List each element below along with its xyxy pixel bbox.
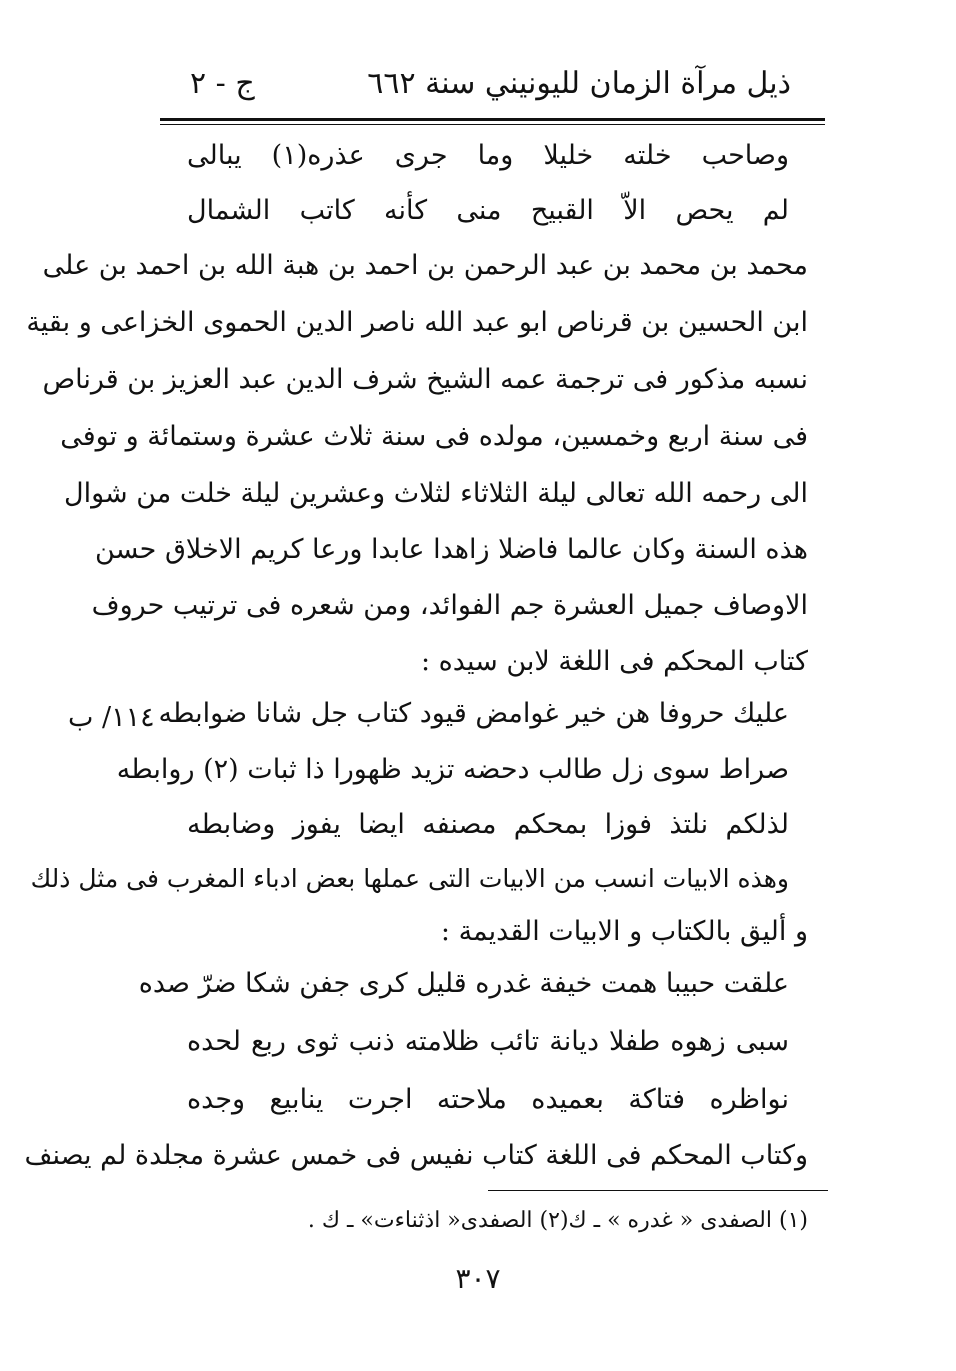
- text-line: ابن الحسين بن قرناص ابو عبد الله ناصر الدين الحموى الخزاعى و بقية: [26, 307, 808, 338]
- verse-line: نواظره فتاكة بعميده ملاحته اجرت ينابيع وجده: [187, 1084, 789, 1115]
- footnote-rule: [488, 1190, 828, 1191]
- text-line: نسبه مذكور فى ترجمة عمه الشيخ شرف الدين عبد العزيز بن قرناص: [42, 364, 808, 395]
- running-header-title: ذيل مرآة الزمان لليونيني سنة ٦٦٢: [367, 66, 791, 101]
- header-rule-thin: [160, 124, 825, 125]
- text-line: محمد بن محمد بن عبد الرحمن بن احمد بن هبة الله بن احمد بن على: [42, 250, 808, 281]
- text-line: الى رحمه الله تعالى ليلة الثلاثاء لثلاث وعشرين ليلة خلت من شوال: [63, 478, 808, 509]
- page-number: ٣٠٧: [455, 1262, 501, 1295]
- verse-line: سبى زهوه طفلا ديانة تائب ظلامته ذنب ثوى ربع لحده: [187, 1026, 789, 1057]
- text-line: هذه السنة وكان عالما فاضلا زاهدا عابدا ورعا كريم الاخلاق حسن: [95, 534, 808, 565]
- text-line: و أليق بالكتاب و الابيات القديمة :: [440, 916, 808, 947]
- text-line: الاوصاف جميل العشرة جم الفوائد، ومن شعره فى ترتيب حروف: [91, 590, 808, 621]
- header-rule: [160, 118, 825, 121]
- verse-line: لذلكم نلتذ فوزا بمحكم مصنفه ايضا يفوز وضابطه: [187, 809, 789, 840]
- verse-line: لم يحص الاّ القبيح منى كأنه كاتب الشمال: [187, 195, 789, 226]
- text-line: فى سنة اربع وخمسين، مولده فى سنة ثلاث عشرة وستمائة و توفى: [60, 421, 808, 452]
- verse-line: علقت حبيبا همت خيفة غدره قليل كرى جفن شكا ضرّ صده: [138, 968, 789, 999]
- text-line: كتاب المحكم فى اللغة لابن سيده :: [420, 646, 808, 677]
- verse-line: صراط سوى زل طالب دحضه تزيد ظهورا ذا ثبات (٢) روابطه: [116, 754, 789, 785]
- verse-line: عليك حروفا هن خير غوامض قيود كتاب جل شانا ضوابطه: [158, 698, 789, 729]
- verse-line: وصاحب خلته خليلا وما جرى عذره(١) يبالى: [187, 140, 789, 171]
- text-line: وهذه الابيات انسب من الابيات التى عملها بعض ادباء المغرب فى مثل ذلك: [30, 864, 789, 893]
- footnote: (١) الصفدى « غدره » ـ ك(٢) الصفدى« اذثناءت» ـ ك .: [307, 1208, 808, 1233]
- text-line: وكتاب المحكم فى اللغة كتاب نفيس فى خمس عشرة مجلدة لم يصنف: [24, 1140, 808, 1171]
- margin-folio-note: ١١٤/ ب: [68, 702, 155, 733]
- running-header-volume: ج - ٢: [190, 66, 255, 101]
